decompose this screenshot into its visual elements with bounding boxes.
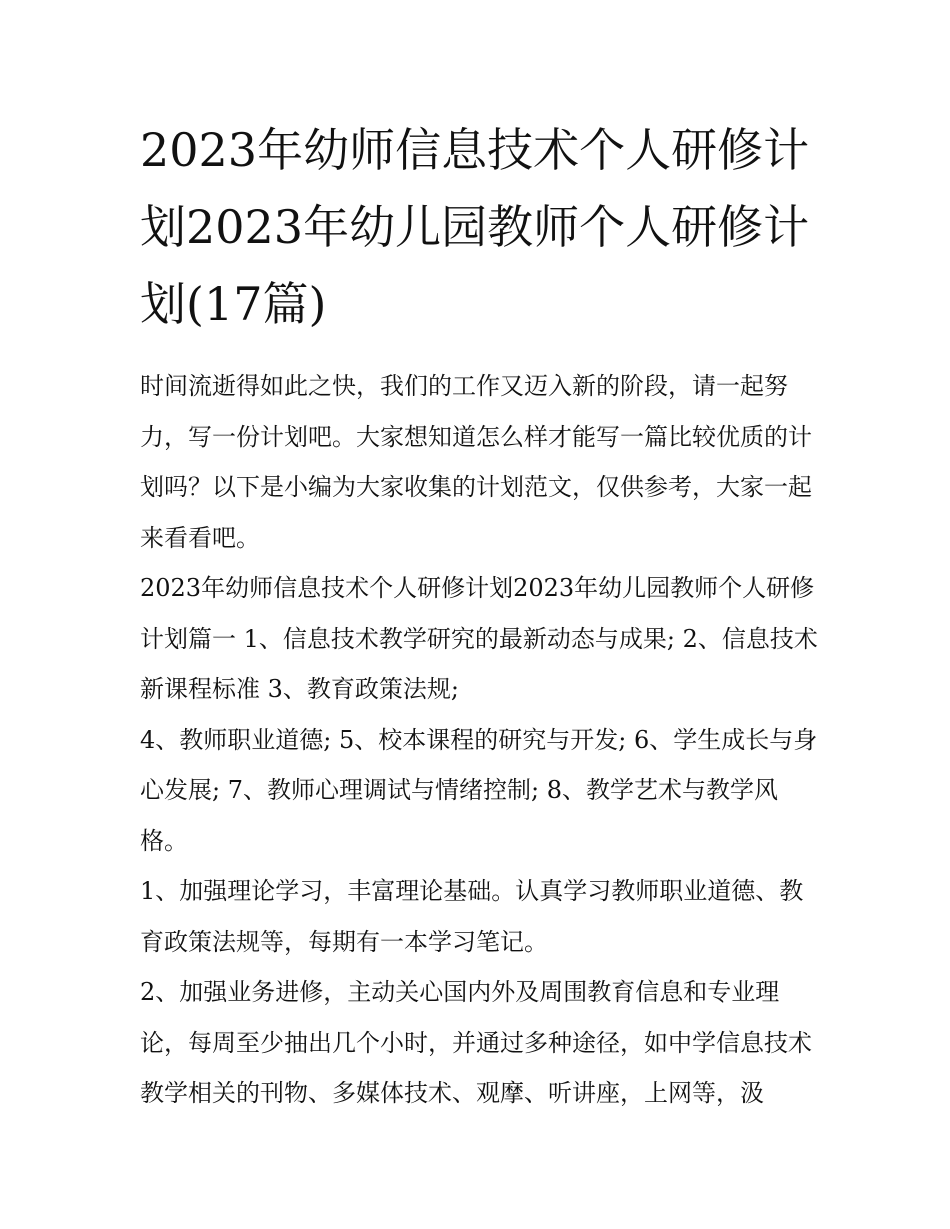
document-title: 2023年幼师信息技术个人研修计划2023年幼儿园教师个人研修计划(17篇)	[140, 123, 810, 331]
body-paragraph: 2、加强业务进修，主动关心国内外及周围教育信息和专业理论，每周至少抽出几个小时，并通过多种途径，如中学信息技术教学相关的刊物、多媒体技术、观摩、听讲座，上网等，汲	[140, 978, 812, 1107]
body-paragraph: 1、加强理论学习，丰富理论基础。认真学习教师职业道德、教育政策法规等，每期有一本学习笔记。	[140, 877, 804, 956]
intro-paragraph: 时间流逝得如此之快，我们的工作又迈入新的阶段，请一起努力，写一份计划吧。大家想知道怎么样才能写一篇比较优质的计划吗？以下是小编为大家收集的计划范文，仅供参考，大家一起来看看吧。	[140, 372, 812, 552]
body-paragraph: 2023年幼师信息技术个人研修计划2023年幼儿园教师个人研修计划篇一 1、信息技术教学研究的最新动态与成果; 2、信息技术新课程标准 3、教育政策法规;	[140, 574, 818, 703]
document-content	[140, 112, 820, 1119]
body-paragraph: 4、教师职业道德; 5、校本课程的研究与开发; 6、学生成长与身心发展; 7、教师心理调试与情绪控制; 8、教学艺术与教学风格。	[140, 725, 818, 855]
